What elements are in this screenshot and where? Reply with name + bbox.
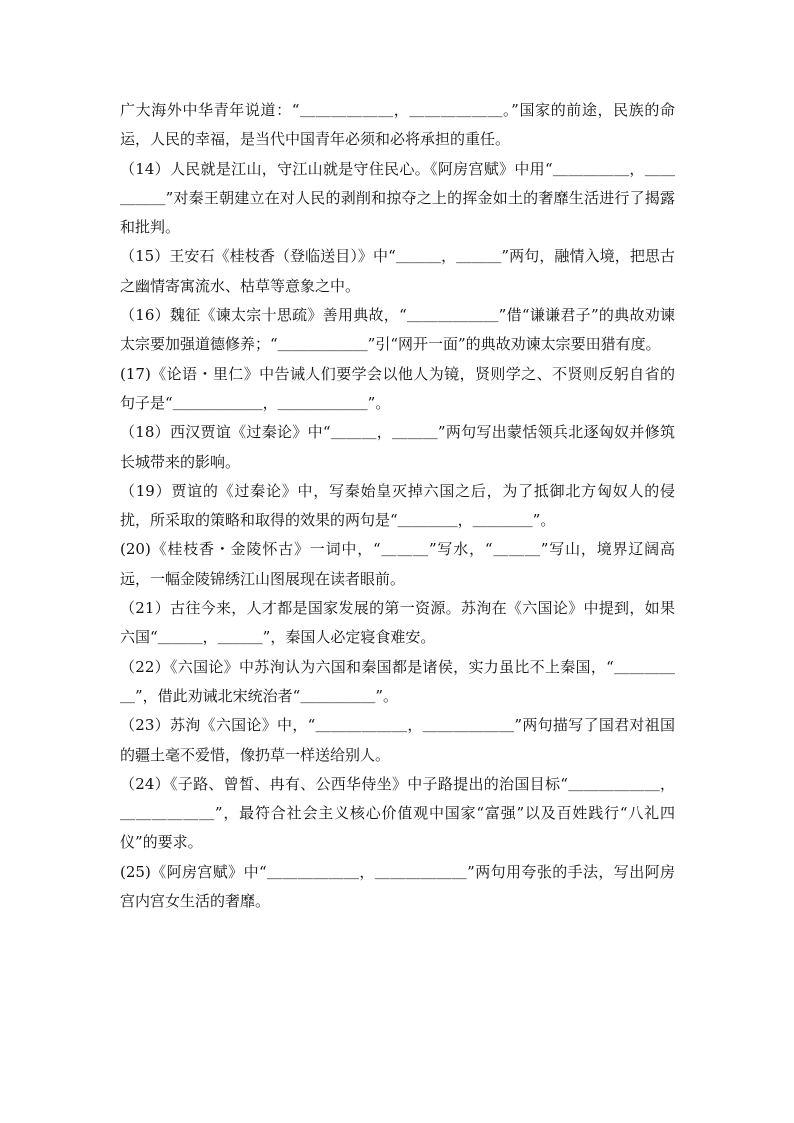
question-17: (17)《论语・里仁》中告诫人们要学会以他人为镜，贤则学之、不贤则反躬自省的句子是“＿＿＿＿＿＿，＿＿＿＿＿＿”。 [120,364,675,412]
question-15: （15）王安石《桂枝香（登临送目）》中“＿＿＿，＿＿＿”两句，融情入境，把思古之幽情寄寓流水、枯草等意象之中。 [120,247,675,295]
question-24: （24）《子路、曾皙、冉有、公西华侍坐》中子路提出的治国目标“＿＿＿＿＿＿，＿＿＿＿＿＿”，最符合社会主义核心价值观中国家“富强”以及百姓践行“八礼四仪”的要求。 [120,774,675,852]
question-23: （23）苏洵《六国论》中，“＿＿＿＿＿＿，＿＿＿＿＿＿”两句描写了国君对祖国的疆土毫不爱惜，像扔草一样送给别人。 [120,716,675,764]
question-16: （16）魏征《谏太宗十思疏》善用典故，“＿＿＿＿＿＿”借“谦谦君子”的典故劝谏太宗要加强道德修养；“＿＿＿＿＿＿”引“网开一面”的典故劝谏太宗要田猎有度。 [120,306,675,354]
question-22: （22）《六国论》中苏洵认为六国和秦国都是诸侯，实力虽比不上秦国，“＿＿＿＿＿”，借此劝诫北宋统治者“＿＿＿＿＿”。 [120,657,675,705]
question-20: (20)《桂枝香・金陵怀古》一词中，“＿＿＿”写水，“＿＿＿”写山，境界辽阔高远，一幅金陵锦绣江山图展现在读者眼前。 [120,540,675,588]
exam-page [120,96,675,916]
question-13-continued: 广大海外中华青年说道：“＿＿＿＿＿＿，＿＿＿＿＿＿。”国家的前途，民族的命运，人民的幸福，是当代中国青年必须和必将承担的重任。 [120,101,675,149]
question-18: （18）西汉贾谊《过秦论》中“＿＿＿，＿＿＿”两句写出蒙恬领兵北逐匈奴并修筑长城带来的影响。 [120,423,675,471]
question-14: （14）人民就是江山，守江山就是守住民心。《阿房宫赋》中用“＿＿＿＿＿，＿＿＿＿＿”对秦王朝建立在对人民的剥削和掠夺之上的挥金如土的奢靡生活进行了揭露和批判。 [120,159,675,237]
question-25: (25)《阿房宫赋》中“＿＿＿＿＿＿，＿＿＿＿＿＿”两句用夸张的手法，写出阿房宫内宫女生活的奢靡。 [120,862,675,911]
question-19: （19）贾谊的《过秦论》中，写秦始皇灭掉六国之后，为了抵御北方匈奴人的侵扰，所采取的策略和取得的效果的两句是“＿＿＿＿，＿＿＿＿”。 [120,481,675,530]
question-21: （21）古往今来，人才都是国家发展的第一资源。苏洵在《六国论》中提到，如果六国“＿＿＿，＿＿＿”，秦国人必定寝食难安。 [120,599,675,647]
